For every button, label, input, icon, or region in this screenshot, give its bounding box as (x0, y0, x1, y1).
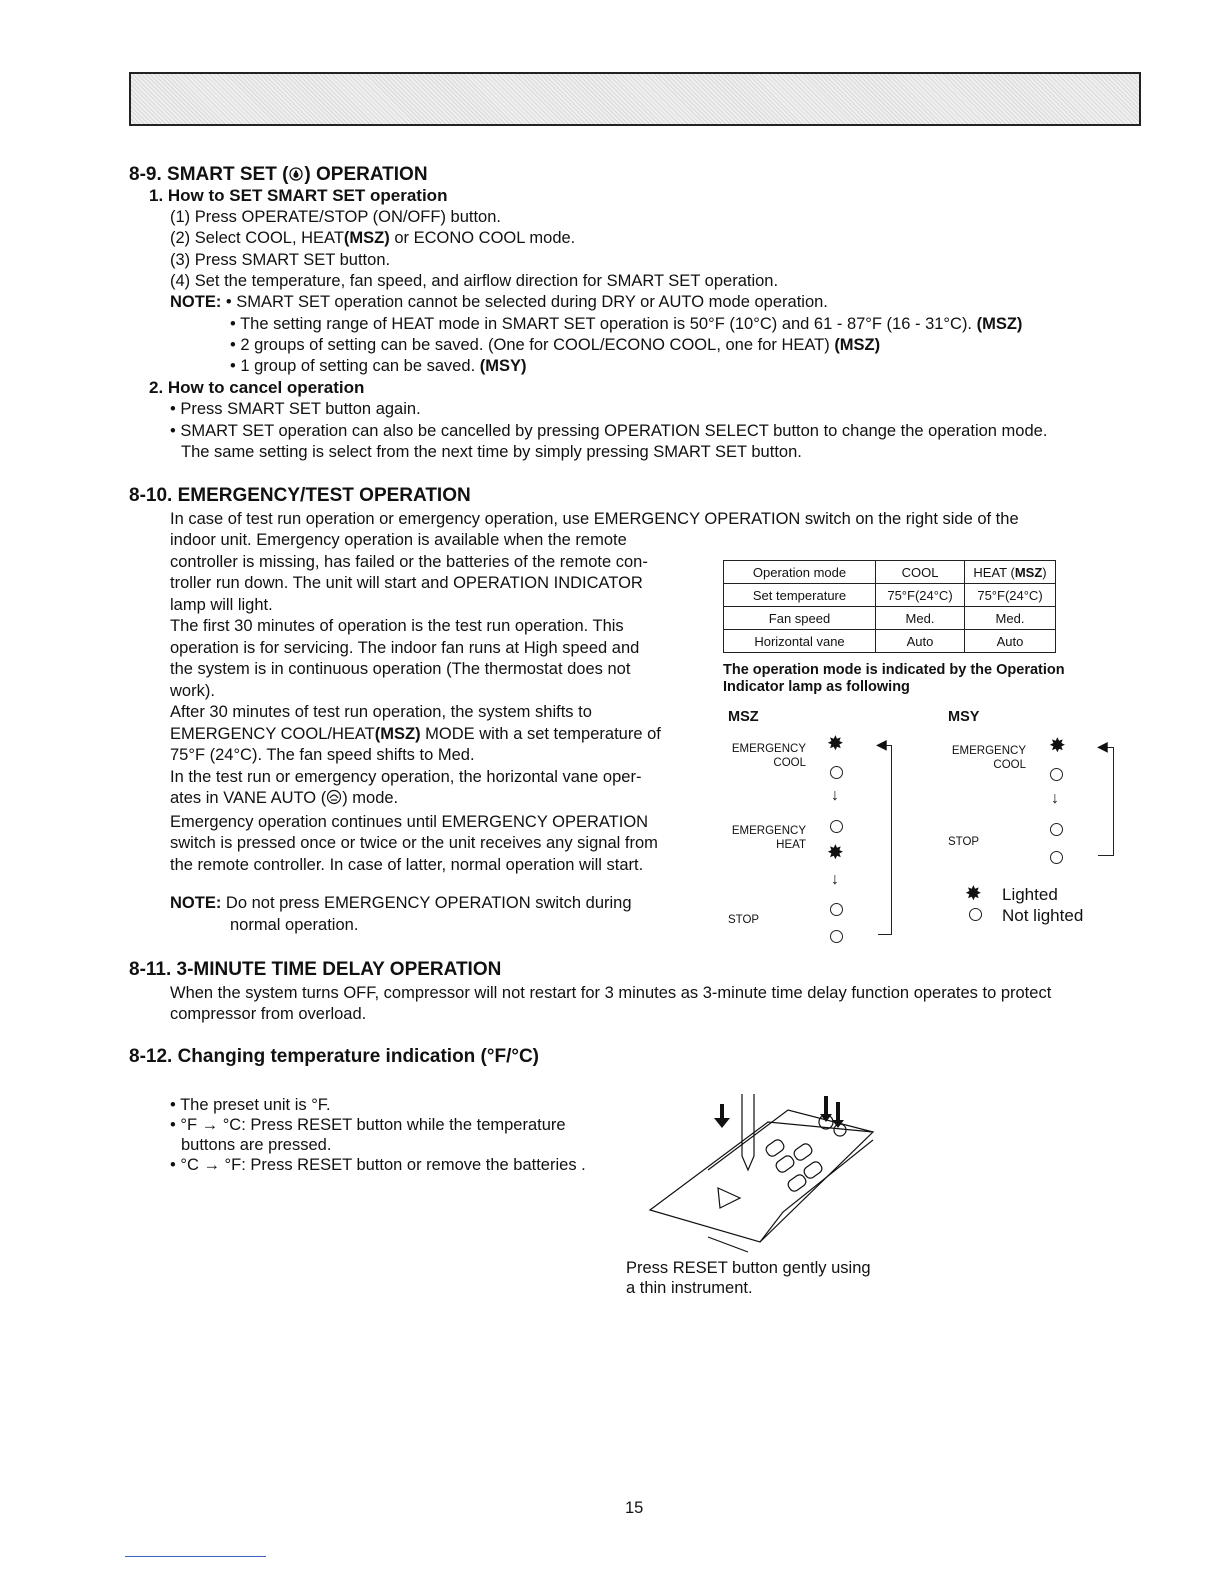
lamp-off-icon (1050, 851, 1063, 864)
body-line: the remote controller. In case of latter, normal operation will start. (170, 855, 644, 874)
table-row (724, 630, 1056, 653)
table-cell: Auto (965, 630, 1056, 653)
msz-stop-label: STOP (728, 914, 760, 926)
smart-set-cancel-3: The same setting is select from the next time by simply pressing SMART SET button. (181, 443, 802, 461)
body-line: the system is in continuous operation (The thermostat does not (170, 660, 631, 678)
press-arrow-icon (714, 1104, 730, 1128)
body-line: controller is missing, has failed or the batteries of the remote con- (170, 552, 648, 571)
caption-line: The operation mode is indicated by the Operation (723, 662, 1065, 678)
operation-settings-table (723, 560, 1056, 653)
time-delay-text-2: compressor from overload. (170, 1005, 367, 1023)
arrow-down-icon: ↓ (831, 787, 839, 804)
legend-not-lighted-text: Not lighted (1002, 906, 1084, 925)
table-row (724, 607, 1056, 630)
smart-set-cancel-2: • SMART SET operation can also be cancelled by pressing OPERATION SELECT button to change the operation mode. (170, 422, 1048, 440)
table-cell: HEAT (MSZ) (965, 561, 1056, 584)
table-cell: COOL (876, 561, 965, 584)
section-8-11-title: 8-11. 3-MINUTE TIME DELAY OPERATION (129, 959, 502, 980)
label-line: COOL (993, 759, 1026, 771)
arrow-left-icon: ◀ (876, 736, 887, 752)
page-number: 15 (625, 1499, 644, 1517)
lamp-lighted-icon: ✸ (827, 842, 844, 864)
label-line: EMERGENCY (951, 745, 1026, 757)
temp-indication-bullet-3: • °C → °F: Press RESET button or remove the batteries . (170, 1156, 586, 1174)
body-line: After 30 minutes of test run operation, the system shifts to (170, 703, 592, 721)
smart-set-note-4: • 1 group of setting can be saved. (MSY) (230, 357, 527, 375)
smart-set-cancel-heading: 2. How to cancel operation (149, 378, 365, 397)
table-cell: Med. (876, 607, 965, 630)
msz-emergency-heat-label (700, 824, 806, 852)
label-line: COOL (773, 757, 806, 769)
temp-indication-bullet-2: • °F → °C: Press RESET button while the temperature (170, 1116, 566, 1134)
table-cell: 75°F(24°C) (876, 584, 965, 607)
remote-controller-drawing (648, 1092, 878, 1254)
smart-set-step-3: (3) Press SMART SET button. (170, 251, 391, 269)
lamp-lighted-icon: ✸ (827, 733, 844, 755)
body-line: EMERGENCY COOL/HEAT(MSZ) MODE with a set temperature of (170, 724, 661, 743)
table-cell: 75°F(24°C) (965, 584, 1056, 607)
arrow-left-icon: ◀ (1097, 738, 1108, 754)
body-line: ates in VANE AUTO ( ) mode. (170, 788, 661, 812)
table-cell: Set temperature (724, 584, 876, 607)
msy-label: MSY (948, 709, 980, 725)
smart-set-step-4: (4) Set the temperature, fan speed, and airflow direction for SMART SET operation. (170, 272, 779, 290)
lamp-off-icon (1050, 768, 1063, 781)
table-cell: Horizontal vane (724, 630, 876, 653)
table-cell: Operation mode (724, 561, 876, 584)
smart-set-note-3: • 2 groups of setting can be saved. (One for COOL/ECONO COOL, one for HEAT) (MSZ) (230, 336, 881, 354)
table-cell: Med. (965, 607, 1056, 630)
msy-emergency-cool-label (920, 744, 1026, 772)
table-row (724, 584, 1056, 607)
body-line: In the test run or emergency operation, the horizontal vane oper- (170, 767, 642, 786)
smart-set-note-2: • The setting range of HEAT mode in SMART SET operation is 50°F (10°C) and 61 - 87°F (16 - 31°C). (MSZ) (230, 315, 1023, 333)
body-line: lamp will light. (170, 595, 273, 614)
label-line: EMERGENCY (731, 825, 806, 837)
section-8-12-title: 8-12. Changing temperature indication (°F/°C) (129, 1046, 540, 1067)
table-row (724, 561, 1056, 584)
indicator-caption (723, 662, 1065, 695)
section-header-bar (129, 72, 1141, 126)
body-line: The first 30 minutes of operation is the test run operation. This (170, 617, 624, 635)
msz-cycle-bracket (878, 745, 892, 935)
smart-set-step-2: (2) Select COOL, HEAT(MSZ) or ECONO COOL mode. (170, 229, 576, 247)
table-cell: Fan speed (724, 607, 876, 630)
reset-caption-1: Press RESET button gently using (626, 1259, 871, 1277)
lamp-off-icon (830, 903, 843, 916)
emergency-intro: In case of test run operation or emergency operation, use EMERGENCY OPERATION switch on the right side of the (170, 510, 1019, 528)
body-line: troller run down. The unit will start and OPERATION INDICATOR (170, 574, 643, 592)
lamp-off-icon (830, 930, 843, 943)
lamp-off-icon (830, 820, 843, 833)
table-cell: Auto (876, 630, 965, 653)
lamp-off-icon (830, 766, 843, 779)
footer-rule (125, 1556, 266, 1557)
smart-set-cancel-1: • Press SMART SET button again. (170, 400, 421, 418)
lamp-off-icon (1050, 823, 1063, 836)
msy-stop-label: STOP (948, 836, 980, 848)
emergency-note-cont: normal operation. (230, 916, 359, 934)
body-line: indoor unit. Emergency operation is available when the remote (170, 531, 627, 549)
caption-line: Indicator lamp as following (723, 678, 910, 695)
smart-set-step-1: (1) Press OPERATE/STOP (ON/OFF) button. (170, 208, 501, 226)
legend-not-lighted-icon (969, 908, 982, 921)
temp-indication-bullet-2-cont: buttons are pressed. (181, 1136, 332, 1154)
section-8-9-title: 8-9. SMART SET ( ) OPERATION (129, 164, 428, 188)
msy-cycle-bracket (1098, 747, 1114, 856)
msz-emergency-cool-label (700, 742, 806, 770)
emergency-body (170, 530, 661, 876)
reset-caption-2: a thin instrument. (626, 1279, 753, 1297)
emergency-note: NOTE: Do not press EMERGENCY OPERATION switch during (170, 894, 632, 912)
time-delay-text-1: When the system turns OFF, compressor will not restart for 3 minutes as 3-minute time delay function operates to protect (170, 984, 1052, 1002)
smart-set-note-1: NOTE: • SMART SET operation cannot be selected during DRY or AUTO mode operation. (170, 293, 828, 311)
section-8-10-title: 8-10. EMERGENCY/TEST OPERATION (129, 485, 471, 506)
body-line: Emergency operation continues until EMERGENCY OPERATION (170, 812, 649, 831)
remote-reset-illustration (648, 1092, 878, 1259)
legend-lighted-icon: ✸ (965, 883, 982, 905)
lamp-lighted-icon: ✸ (1049, 735, 1066, 757)
body-line: work). (170, 681, 215, 700)
body-line: operation is for servicing. The indoor fan runs at High speed and (170, 638, 640, 657)
temp-indication-bullet-1: • The preset unit is °F. (170, 1096, 331, 1114)
arrow-down-icon: ↓ (831, 871, 839, 888)
label-line: HEAT (776, 839, 806, 851)
body-line: switch is pressed once or twice or the unit receives any signal from (170, 834, 658, 852)
smart-set-how-to-heading: 1. How to SET SMART SET operation (149, 186, 448, 205)
vane-auto-icon (326, 789, 342, 812)
smart-set-icon (288, 166, 304, 188)
body-line: 75°F (24°C). The fan speed shifts to Med. (170, 746, 475, 764)
arrow-down-icon: ↓ (1051, 790, 1059, 807)
msz-label: MSZ (728, 709, 759, 725)
label-line: EMERGENCY (731, 743, 806, 755)
legend-lighted-text: Lighted (1002, 885, 1058, 904)
